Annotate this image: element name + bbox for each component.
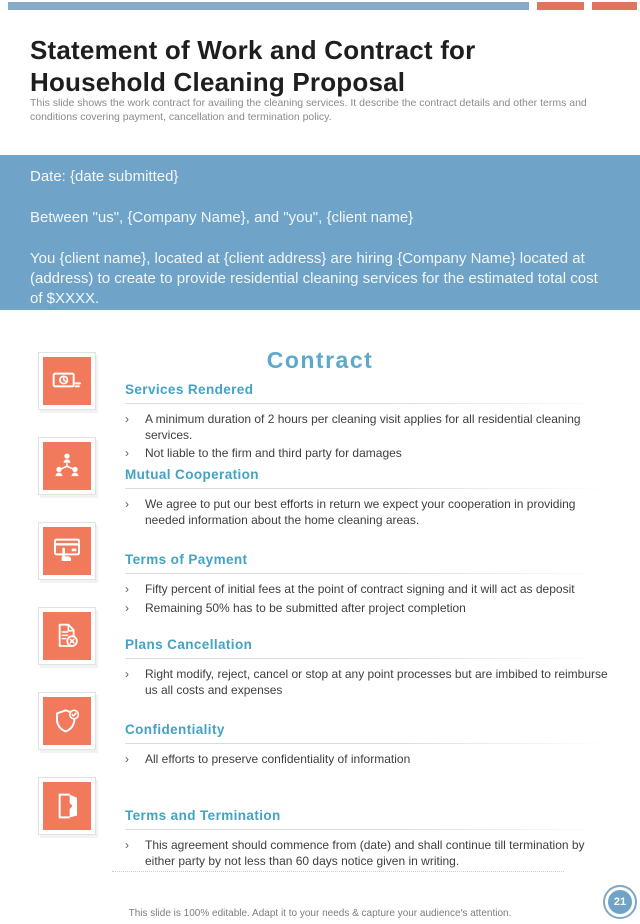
bullet-list (125, 582, 609, 616)
bullet-item (125, 667, 609, 698)
section-divider (125, 743, 609, 744)
bullet-text: Remaining 50% has to be submitted after project completion (145, 600, 466, 615)
top-bar-blue (8, 2, 529, 10)
bullet-item (125, 582, 609, 598)
section-divider (125, 488, 609, 489)
section-confidentiality (125, 722, 609, 771)
section-plans-cancellation (125, 637, 609, 701)
bullet-marker: › (125, 582, 129, 596)
bullet-item (125, 838, 609, 869)
section-title: Terms of Payment (125, 552, 248, 567)
section-icon-card (38, 352, 96, 410)
card-payment-icon (43, 527, 91, 575)
document-cancel-icon (43, 612, 91, 660)
bullet-text: Not liable to the firm and third party for damages (145, 446, 402, 460)
bullet-item (125, 601, 609, 617)
section-divider (125, 573, 609, 574)
page-subtitle: This slide shows the work contract for availing the cleaning services. It describe the contract details and other terms and conditions covering payment, cancellation and termination policy. (30, 96, 587, 123)
section-mutual-cooperation (125, 467, 609, 531)
bullet-list (125, 412, 609, 462)
bullet-item (125, 752, 609, 768)
intro-panel (0, 155, 640, 310)
team-network-icon (43, 442, 91, 490)
section-icon-card (38, 522, 96, 580)
bullet-marker: › (125, 838, 129, 852)
intro-line-date: Date: {date submitted} (30, 168, 179, 185)
section-icon-card (38, 607, 96, 665)
intro-line-parties: Between "us", {Company Name}, and "you", {client name} (30, 209, 414, 226)
bullet-marker: › (125, 600, 129, 615)
top-bar-orange-dash (537, 2, 584, 10)
exit-door-icon (43, 782, 91, 830)
bullet-list (125, 838, 609, 869)
bullet-item (125, 412, 609, 443)
bullet-marker: › (125, 752, 129, 766)
shield-check-icon (43, 697, 91, 745)
bullet-text: Fifty percent of initial fees at the point of contract signing and it will act as deposit (145, 582, 575, 596)
top-bar-orange-dash (592, 2, 637, 10)
section-services-rendered (125, 382, 609, 465)
section-icon-card (38, 777, 96, 835)
section-icon-card (38, 437, 96, 495)
bullet-marker: › (125, 667, 129, 681)
bullet-text: All efforts to preserve confidentiality of information (145, 752, 411, 766)
footer-note: This slide is 100% editable. Adapt it to your needs & capture your audience's attention. (128, 908, 512, 919)
contract-heading: Contract (266, 347, 374, 374)
cash-clock-icon (43, 357, 91, 405)
bullet-marker: › (125, 412, 129, 426)
bullet-marker: › (125, 497, 129, 511)
section-divider (125, 658, 609, 659)
section-title: Plans Cancellation (125, 637, 253, 652)
bullet-text: Right modify, reject, cancel or stop at any point processes but are imbibed to reimburse us all costs and expenses (145, 667, 608, 697)
section-title: Services Rendered (125, 382, 254, 397)
footer-divider (112, 871, 564, 872)
section-title: Confidentiality (125, 722, 225, 737)
bullet-list (125, 667, 609, 698)
section-divider (125, 829, 609, 830)
section-icon-card (38, 692, 96, 750)
page-title: Statement of Work and Contract for Household Cleaning Proposal (30, 35, 476, 97)
intro-line-scope: You {client name}, located at {client address} are hiring {Company Name} located at (address) to create to provide residential cleaning services for the estimated total cost of $XXXX. (30, 250, 598, 307)
bullet-list (125, 497, 609, 528)
section-terms-and-termination (125, 808, 609, 872)
bullet-item (125, 446, 609, 462)
bullet-text: We agree to put our best efforts in return we expect your cooperation in providing needed information about the home cleaning areas. (145, 497, 576, 527)
section-terms-of-payment (125, 552, 609, 619)
page-number: 21 (608, 890, 632, 914)
section-divider (125, 403, 609, 404)
bullet-text: A minimum duration of 2 hours per cleaning visit applies for all residential cleaning services. (145, 412, 581, 442)
page-number-badge (603, 885, 637, 919)
bullet-list (125, 752, 609, 768)
section-title: Terms and Termination (125, 808, 281, 823)
bullet-marker: › (125, 446, 129, 460)
section-title: Mutual Cooperation (125, 467, 259, 482)
bullet-item (125, 497, 609, 528)
bullet-text: This agreement should commence from (date) and shall continue till termination by either party by not less than 60 days notice given in writing. (145, 838, 585, 868)
